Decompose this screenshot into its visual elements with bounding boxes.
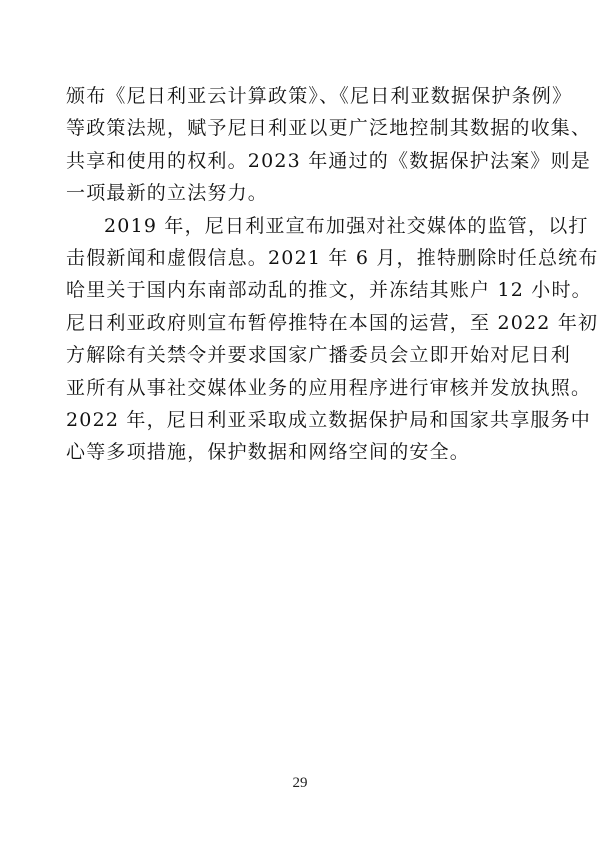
text-line: 2022 年，尼日利亚采取成立数据保护局和国家共享服务中 [66, 409, 591, 432]
text-line: 哈里关于国内东南部动乱的推文，并冻结其账户 12 小时。 [66, 279, 592, 302]
text-line: 击假新闻和虚假信息。2021 年 6 月，推特删除时任总统布 [66, 247, 599, 270]
text-line: 共享和使用的权利。2023 年通过的《数据保护法案》则是 [66, 149, 591, 172]
paragraph [66, 210, 599, 469]
text-line: 一项最新的立法努力。 [66, 182, 269, 205]
text-line: 2019 年，尼日利亚宣布加强对社交媒体的监管，以打 [104, 214, 589, 237]
text-line: 心等多项措施，保护数据和网络空间的安全。 [66, 441, 471, 464]
body-text [66, 80, 599, 469]
text-line: 方解除有关禁令并要求国家广播委员会立即开始对尼日利 [66, 344, 572, 367]
text-line: 颁布《尼日利亚云计算政策》、《尼日利亚数据保护条例》 [66, 85, 573, 107]
text-line: 亚所有从事社交媒体业务的应用程序进行审核并发放执照。 [66, 376, 592, 399]
page-number: 29 [292, 775, 308, 791]
text-line: 尼日利亚政府则宣布暂停推特在本国的运营，至 2022 年初 [66, 311, 599, 334]
paragraph [66, 80, 592, 210]
text-line: 等政策法规，赋予尼日利亚以更广泛地控制其数据的收集、 [66, 117, 592, 140]
